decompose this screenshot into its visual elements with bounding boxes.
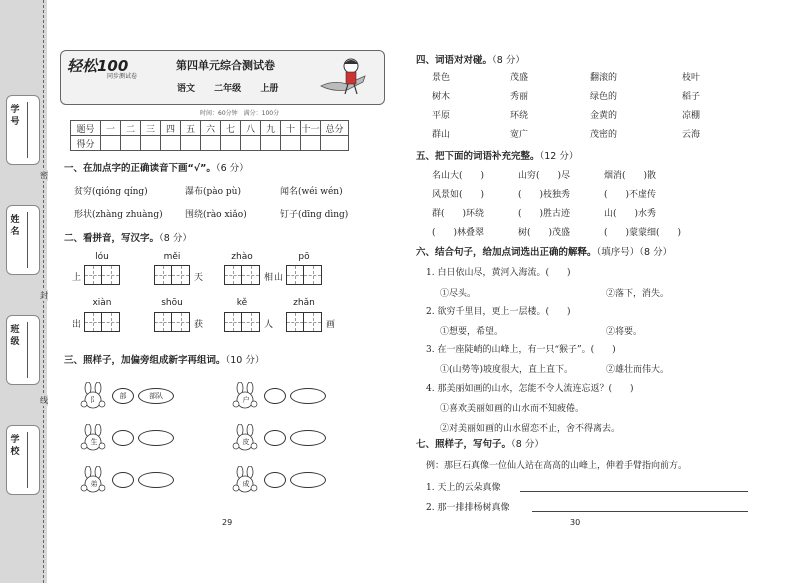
word-oval[interactable] [290,388,326,404]
grid-prefix-char: 山 [274,273,284,283]
idiom-item[interactable]: 树( )茂盛 [518,228,571,238]
student-id-label: 学号 [10,105,20,127]
bunny-icon [230,382,260,410]
matching-word[interactable]: 茂盛 [510,73,529,83]
sec3-title [64,352,264,366]
radical-char: 户 [242,396,250,404]
idiom-item[interactable]: ( )枝独秀 [518,190,571,200]
radical-char: 阝 [90,396,98,404]
new-char-oval[interactable]: 部 [112,388,134,404]
word-oval[interactable] [290,430,326,446]
pinyin-label: zhào [231,252,253,262]
new-char-oval[interactable] [264,472,286,488]
word-oval[interactable] [138,472,174,488]
grid-prefix-char: 出 [72,320,82,330]
score-table-header-cell: 二 [121,121,141,136]
sec6-question: 2. 欲穷千里目，更上一层楼。( ) [426,307,571,317]
sec6-question: 1. 白日依山尽，黄河入海流。( ) [426,268,571,278]
subject-row [177,81,294,94]
cut-mark-2: 封 [40,291,48,300]
score-cell[interactable] [201,136,221,151]
grid-prefix-char: 上 [72,273,82,283]
matching-word[interactable]: 茂密的 [590,130,618,140]
sec1-item: 瀑布(pào pù) [185,187,241,197]
score-table-header-cell: 一 [101,121,121,136]
sec7-points: （8 分） [511,439,544,450]
idiom-item[interactable]: 山穷( )尽 [518,171,571,181]
cut-mark-3: 线 [40,396,48,405]
pinyin-label: měi [163,252,181,262]
sec5-title [416,148,578,162]
tianzige-box[interactable] [224,265,260,285]
radical-char: 生 [90,438,98,446]
tianzige-box[interactable] [154,265,190,285]
grid-suffix-char: 人 [264,320,274,330]
sec4-title [416,52,525,66]
idiom-item[interactable]: 山( )水秀 [604,209,657,219]
matching-word[interactable]: 枝叶 [682,73,701,83]
sec6-option[interactable]: ①想要，希望。 [440,327,504,337]
idiom-item[interactable]: 风景如( ) [432,190,485,200]
grid-suffix-char: 获 [194,320,204,330]
word-oval[interactable] [138,430,174,446]
new-char-oval[interactable] [264,388,286,404]
mascot-icon [319,56,374,100]
sec7-q1: 1. 天上的云朵真像 [426,483,501,493]
tianzige-box[interactable] [84,312,120,332]
sec7-title [416,436,544,450]
score-table [70,120,349,151]
time-score: 时间：60分钟 满分：100分 [200,110,280,117]
sec6-option[interactable]: ②将要。 [606,327,643,337]
idiom-item[interactable]: ( )林叠翠 [432,228,485,238]
sec2-title-text: 二、看拼音，写汉字。 [64,233,160,244]
score-cell[interactable] [181,136,201,151]
word-oval[interactable]: 部队 [138,388,174,404]
matching-word[interactable]: 绿色的 [590,92,618,102]
matching-word[interactable]: 宽广 [510,130,529,140]
score-table-header-cell: 四 [161,121,181,136]
sec4-points: （8 分） [492,55,525,66]
score-table-header-cell: 三 [141,121,161,136]
score-table-score-row [71,136,349,151]
sec1-title [64,160,249,174]
sec5-points: （12 分） [539,151,579,162]
sec6-points: （填序号）（8 分） [596,247,673,258]
school-label: 学校 [10,435,20,457]
score-cell[interactable] [321,136,349,151]
pinyin-label: zhǎn [293,298,315,308]
score-table-header-cell: 题号 [71,121,101,136]
class-box [6,315,40,385]
term: 上册 [260,84,279,94]
sec1-item: 钉子(dīng dìng) [280,210,349,220]
score-table-header-cell: 五 [181,121,201,136]
tianzige-box[interactable] [286,312,322,332]
matching-word[interactable]: 景色 [432,73,451,83]
name-box [6,205,40,275]
tianzige-box[interactable] [154,312,190,332]
word-oval[interactable] [290,472,326,488]
bunny-icon [78,424,108,452]
score-cell[interactable] [121,136,141,151]
sec2-title [64,230,192,244]
matching-word[interactable]: 平原 [432,111,451,121]
new-char-oval[interactable] [112,472,134,488]
score-cell[interactable] [301,136,321,151]
sec6-option[interactable]: ②落下，消失。 [606,289,670,299]
binding-strip [0,0,47,583]
radical-char: 成 [242,480,250,488]
idiom-item[interactable]: 烟消( )散 [604,171,657,181]
bunny-icon [78,466,108,494]
radical-char: 弟 [90,480,98,488]
sec4-title-text: 四、词语对对碰。 [416,55,493,66]
sec6-option[interactable]: ②雄壮而伟大。 [606,365,670,375]
radical-char: 皮 [242,438,250,446]
bunny-icon [230,466,260,494]
new-char-oval[interactable] [112,430,134,446]
sec7-title-text: 七、照样子，写句子。 [416,439,512,450]
score-cell[interactable] [141,136,161,151]
sec1-item: 围绕(rào xiǎo) [185,210,247,220]
sec1-item: 形状(zhàng zhuàng) [74,210,163,220]
sec6-question: 4. 那美丽如画的山水，怎能不令人流连忘返？( ) [426,384,634,394]
matching-word[interactable]: 秀丽 [510,92,529,102]
left-page [50,0,410,583]
new-char-oval[interactable] [264,430,286,446]
header-banner [60,50,385,105]
score-table-header-cell: 九 [261,121,281,136]
matching-word[interactable]: 树木 [432,92,451,102]
idiom-item[interactable]: 群( )环绕 [432,209,485,219]
score-table-header-cell: 七 [221,121,241,136]
sec3-title-text: 三、照样子，加偏旁组成新字再组词。 [64,355,226,366]
sec6-option[interactable]: ②对美丽如画的山水留恋不止，舍不得离去。 [440,424,621,434]
score-cell[interactable] [101,136,121,151]
score-cell[interactable] [241,136,261,151]
score-cell[interactable] [261,136,281,151]
score-table-header-cell: 十一 [301,121,321,136]
tianzige-box[interactable] [286,265,322,285]
score-table-header-cell: 六 [201,121,221,136]
matching-word[interactable]: 云海 [682,130,701,140]
student-id-box [6,95,40,165]
pinyin-label: kě [236,298,248,308]
idiom-item[interactable]: ( )胜古迹 [518,209,571,219]
subject: 语文 [177,84,196,94]
pinyin-label: xiàn [92,298,112,308]
sec6-title-text: 六、结合句子，给加点词选出正确的解释。 [416,247,597,258]
cut-mark-1: 密 [40,171,48,180]
right-page-number: 30 [570,518,581,527]
sec6-option[interactable]: ①尽头。 [440,289,477,299]
matching-word[interactable]: 环绕 [510,111,529,121]
sec6-option[interactable]: ①(山势等)坡度很大，直上直下。 [440,365,574,375]
idiom-item[interactable]: ( )不虚传 [604,190,657,200]
test-title: 第四单元综合测试卷 [176,59,275,72]
grid-suffix-char: 相 [264,273,274,283]
matching-word[interactable]: 群山 [432,130,451,140]
class-label: 班级 [10,325,20,347]
sec1-title-text: 一、在加点字的正确读音下画“√”。 [64,163,216,174]
sec1-item: 闻名(wéi wén) [280,187,343,197]
score-table-header-cell: 十 [281,121,301,136]
score-table-header-row [71,121,349,136]
score-table-header-cell: 总分 [321,121,349,136]
sec5-title-text: 五、把下面的词语补充完整。 [416,151,540,162]
pinyin-label: shōu [161,298,183,308]
score-cell[interactable] [281,136,301,151]
score-cell[interactable] [161,136,181,151]
pinyin-label: pō [298,252,310,262]
score-cell[interactable] [221,136,241,151]
right-page [410,0,800,583]
idiom-item[interactable]: 名山大( ) [432,171,485,181]
logo: 轻松100 [67,57,129,75]
school-box [6,425,40,495]
grid-suffix-char: 画 [326,320,336,330]
pinyin-label: lóu [95,252,109,262]
idiom-item[interactable]: ( )蒙蒙细( ) [604,228,682,238]
sec6-title [416,244,672,258]
sec7-q2: 2. 那一排排杨树真像 [426,503,510,513]
sec1-item: 贫穷(qióng qíng) [74,187,148,197]
sec6-question: 3. 在一座陡峭的山峰上，有一只“猴子”。( ) [426,345,616,355]
name-label: 姓名 [10,215,20,237]
sec7-answer-line-2[interactable] [532,511,748,512]
bunny-icon [230,424,260,452]
sec7-answer-line-1[interactable] [520,491,748,492]
tianzige-box[interactable] [224,312,260,332]
matching-word[interactable]: 稻子 [682,92,701,102]
score-row-label: 得分 [71,136,101,151]
matching-word[interactable]: 翻滚的 [590,73,618,83]
sec2-points: （8 分） [159,233,192,244]
sec1-points: （6 分） [215,163,249,174]
left-page-number: 29 [222,518,233,527]
sec7-example: 例：那巨石真像一位仙人站在高高的山峰上，伸着手臂指向前方。 [426,461,688,471]
matching-word[interactable]: 金黄的 [590,111,618,121]
logo-subtitle: 同步测试卷 [107,73,138,80]
grid-suffix-char: 天 [194,273,204,283]
sec6-option[interactable]: ①喜欢美丽如画的山水而不知疲倦。 [440,404,585,414]
score-table-header-cell: 八 [241,121,261,136]
grade: 二年级 [214,84,242,94]
matching-word[interactable]: 凉棚 [682,111,701,121]
tianzige-box[interactable] [84,265,120,285]
bunny-icon [78,382,108,410]
sec3-points: （10 分） [225,355,265,366]
